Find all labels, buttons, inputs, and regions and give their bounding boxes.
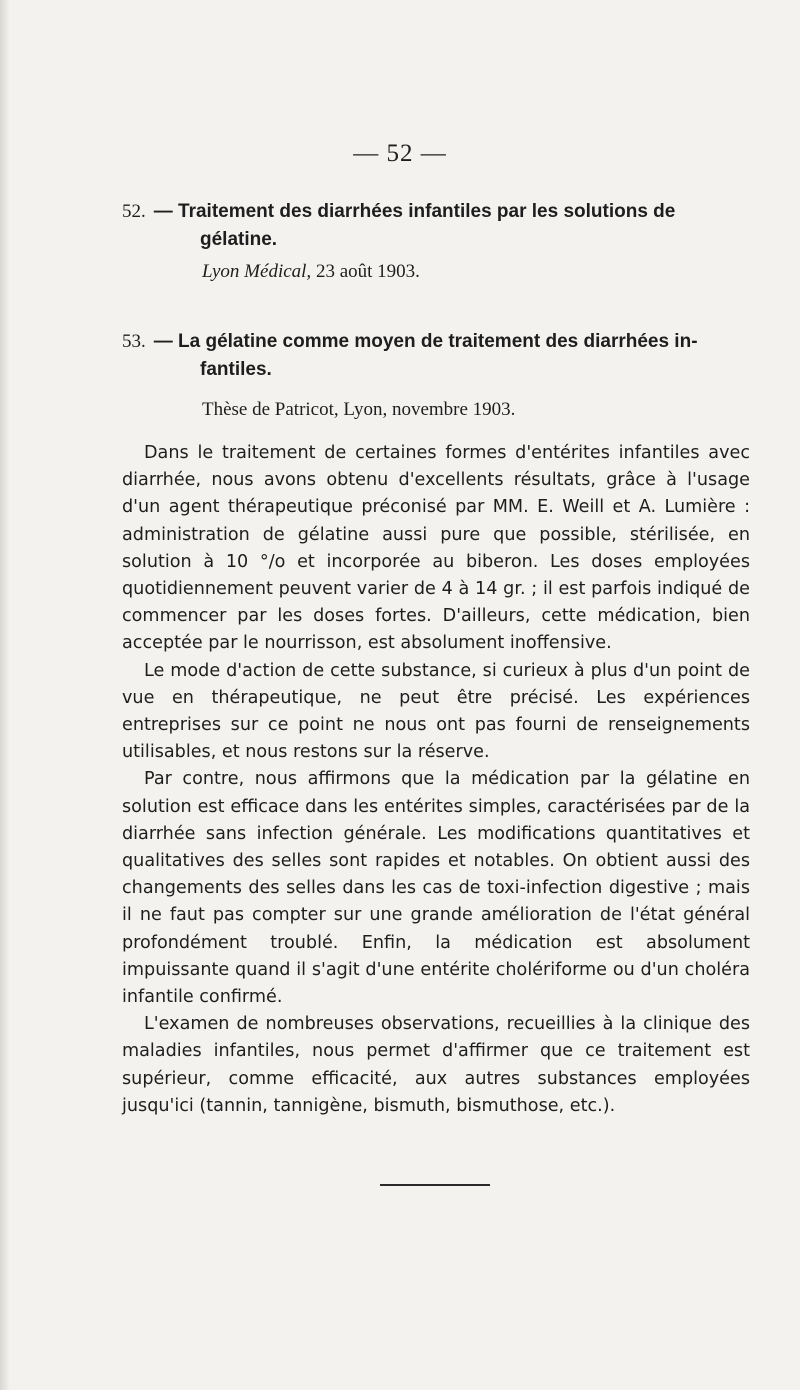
- entry-number: 52.: [122, 201, 146, 222]
- entry-52-title: [122, 198, 752, 254]
- source-date: 23 août 1903.: [311, 261, 420, 282]
- entry-53-source: Thèse de Patricot, Lyon, novembre 1903.: [202, 399, 516, 420]
- entry-52-source: [202, 258, 420, 286]
- entry-title-line1: — La gélatine comme moyen de traitement des diarrhées in-: [153, 331, 698, 352]
- entry-title-line2: fantiles.: [200, 359, 272, 380]
- body-paragraph-2: Le mode d'action de cette substance, si curieux à plus d'un point de vue en thérapeutique, ne peut être précisé. Les expériences entreprises sur ce point ne nous ont pas fourni de renseignements utilisables, et nous restons sur la réserve.: [122, 660, 750, 763]
- entry-number: 53.: [122, 331, 146, 352]
- entry-title-line1: — Traitement des diarrhées infantiles par les solutions de: [153, 201, 676, 222]
- end-rule-divider: [380, 1184, 490, 1186]
- body-paragraph-3: Par contre, nous affirmons que la médication par la gélatine en solution est efficace dans les entérites simples, caractérisées par de la diarrhée sans infection générale. Les modifications quantitatives et qualitatives des selles sont rapides et notables. On obtient aussi des changements des selles dans les cas de toxi-infection digestive ; mais il ne faut pas compter sur une grande amélioration de l'état général profondément troublé. Enfin, la médication est absolument impuissante quand il s'agit d'une entérite cholériforme ou d'un choléra infantile confirmé.: [122, 769, 750, 1008]
- page-number: — 52 —: [353, 140, 447, 167]
- entry-53-title: [122, 328, 752, 384]
- body-text: [122, 440, 750, 1120]
- body-paragraph-1: Dans le traitement de certaines formes d'entérites infantiles avec diarrhée, nous avons obtenu d'excellents résultats, grâce à l'usage d'un agent thérapeutique préconisé par MM. E. Weill et A. Lumière : administration de gélatine aussi pure que possible, stérilisée, en solution à 10 °/o et incorporée au biberon. Les doses employées quotidiennement peuvent varier de 4 à 14 gr. ; il est parfois indiqué de commencer par les doses fortes. D'ailleurs, cette médication, bien acceptée par le nourrisson, est absolument inoffensive.: [122, 443, 750, 654]
- entry-title-line2: gélatine.: [200, 229, 278, 250]
- source-journal: Lyon Médical,: [202, 261, 312, 282]
- body-paragraph-4: L'examen de nombreuses observations, recueillies à la clinique des maladies infantiles, nous permet d'affirmer que ce traitement est supérieur, comme efficacité, aux autres substances employées jusqu'ici (tannin, tannigène, bismuth, bismuthose, etc.).: [122, 1014, 750, 1116]
- page-edge-shadow: [0, 0, 10, 1390]
